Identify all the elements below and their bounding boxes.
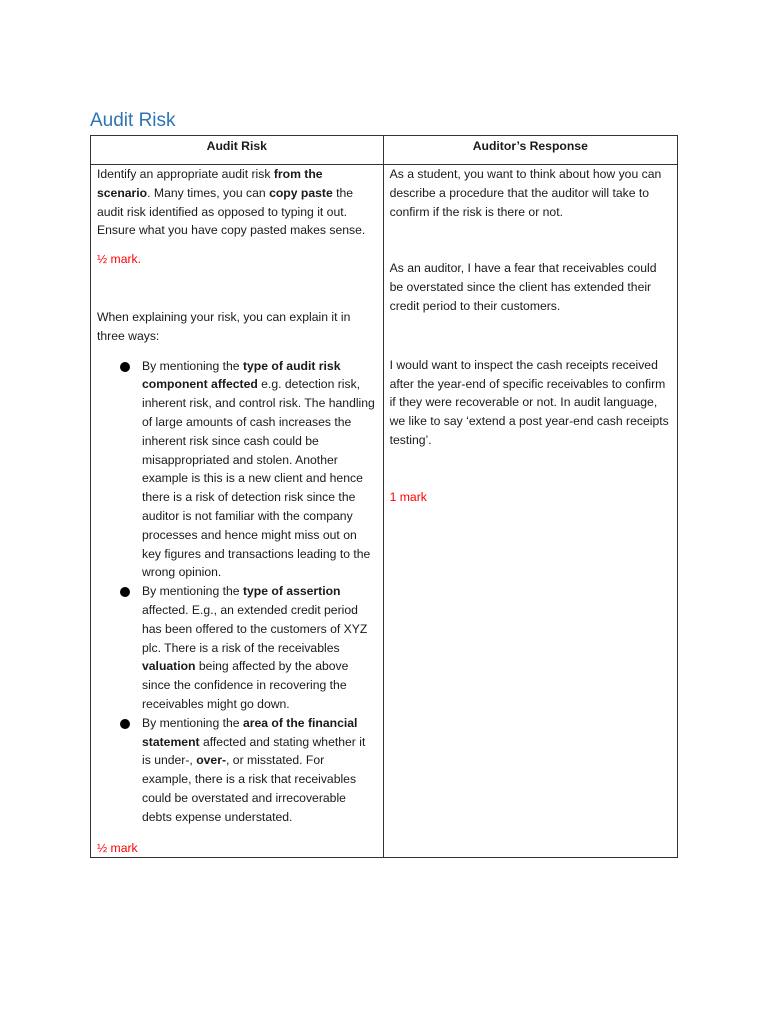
- bullet-dot-icon: [120, 719, 130, 729]
- procedure-paragraph: I would want to inspect the cash receipts received after the year-end of specific receivables to confirm if they were recoverable or not. In audit language, we like to say ‘extend a post year-end cash receipts testing’.: [389, 357, 669, 447]
- explain-intro: When explaining your risk, you can explain it in three ways:: [97, 309, 351, 343]
- table-row: [91, 165, 678, 858]
- list-item: By mentioning the type of assertion affected. E.g., an extended credit period has been offered to the customers of XYZ plc. There is a risk of the receivables valuation being affected by the above since the confidence in recovering the receivables might go down.: [142, 582, 377, 714]
- half-mark-label-bottom: ½ mark: [97, 840, 138, 855]
- header-auditors-response: Auditor’s Response: [383, 136, 677, 165]
- audit-risk-cell: [91, 165, 384, 858]
- auditors-response-cell: [383, 165, 677, 858]
- student-guidance-paragraph: As a student, you want to think about how you can describe a procedure that the auditor will take to confirm if the risk is there or not.: [389, 167, 662, 219]
- identify-risk-paragraph: Identify an appropriate audit risk from the scenario. Many times, you can copy paste the audit risk identified as opposed to typing it out. Ensure what you have copy pasted makes sense.: [97, 167, 366, 238]
- one-mark-label: 1 mark: [389, 489, 427, 504]
- list-item: By mentioning the area of the financial statement affected and stating whether it is under-, over-, or misstated. For example, there is a risk that receivables could be overstated and irrecoverable debts expense understated.: [142, 714, 377, 827]
- bullet-dot-icon: [120, 587, 130, 597]
- audit-risk-table: [90, 135, 678, 858]
- auditor-fear-paragraph: As an auditor, I have a fear that receivables could be overstated since the client has extended their credit period to their customers.: [389, 261, 657, 313]
- bullet-dot-icon: [120, 362, 130, 372]
- page-title: Audit Risk: [90, 110, 176, 131]
- explanation-list: [97, 357, 377, 827]
- half-mark-label: ½ mark.: [97, 252, 142, 267]
- header-audit-risk: Audit Risk: [91, 136, 384, 165]
- list-item: By mentioning the type of audit risk component affected e.g. detection risk, inherent risk, and control risk. The handling of large amounts of cash increases the inherent risk since cash could be misappropriated and stolen. Another example is this is a new client and hence there is a risk of detection risk since the auditor is not familiar with the company processes and hence might miss out on key figures and transactions leading to the wrong opinion.: [142, 357, 377, 583]
- table-header-row: [91, 136, 678, 165]
